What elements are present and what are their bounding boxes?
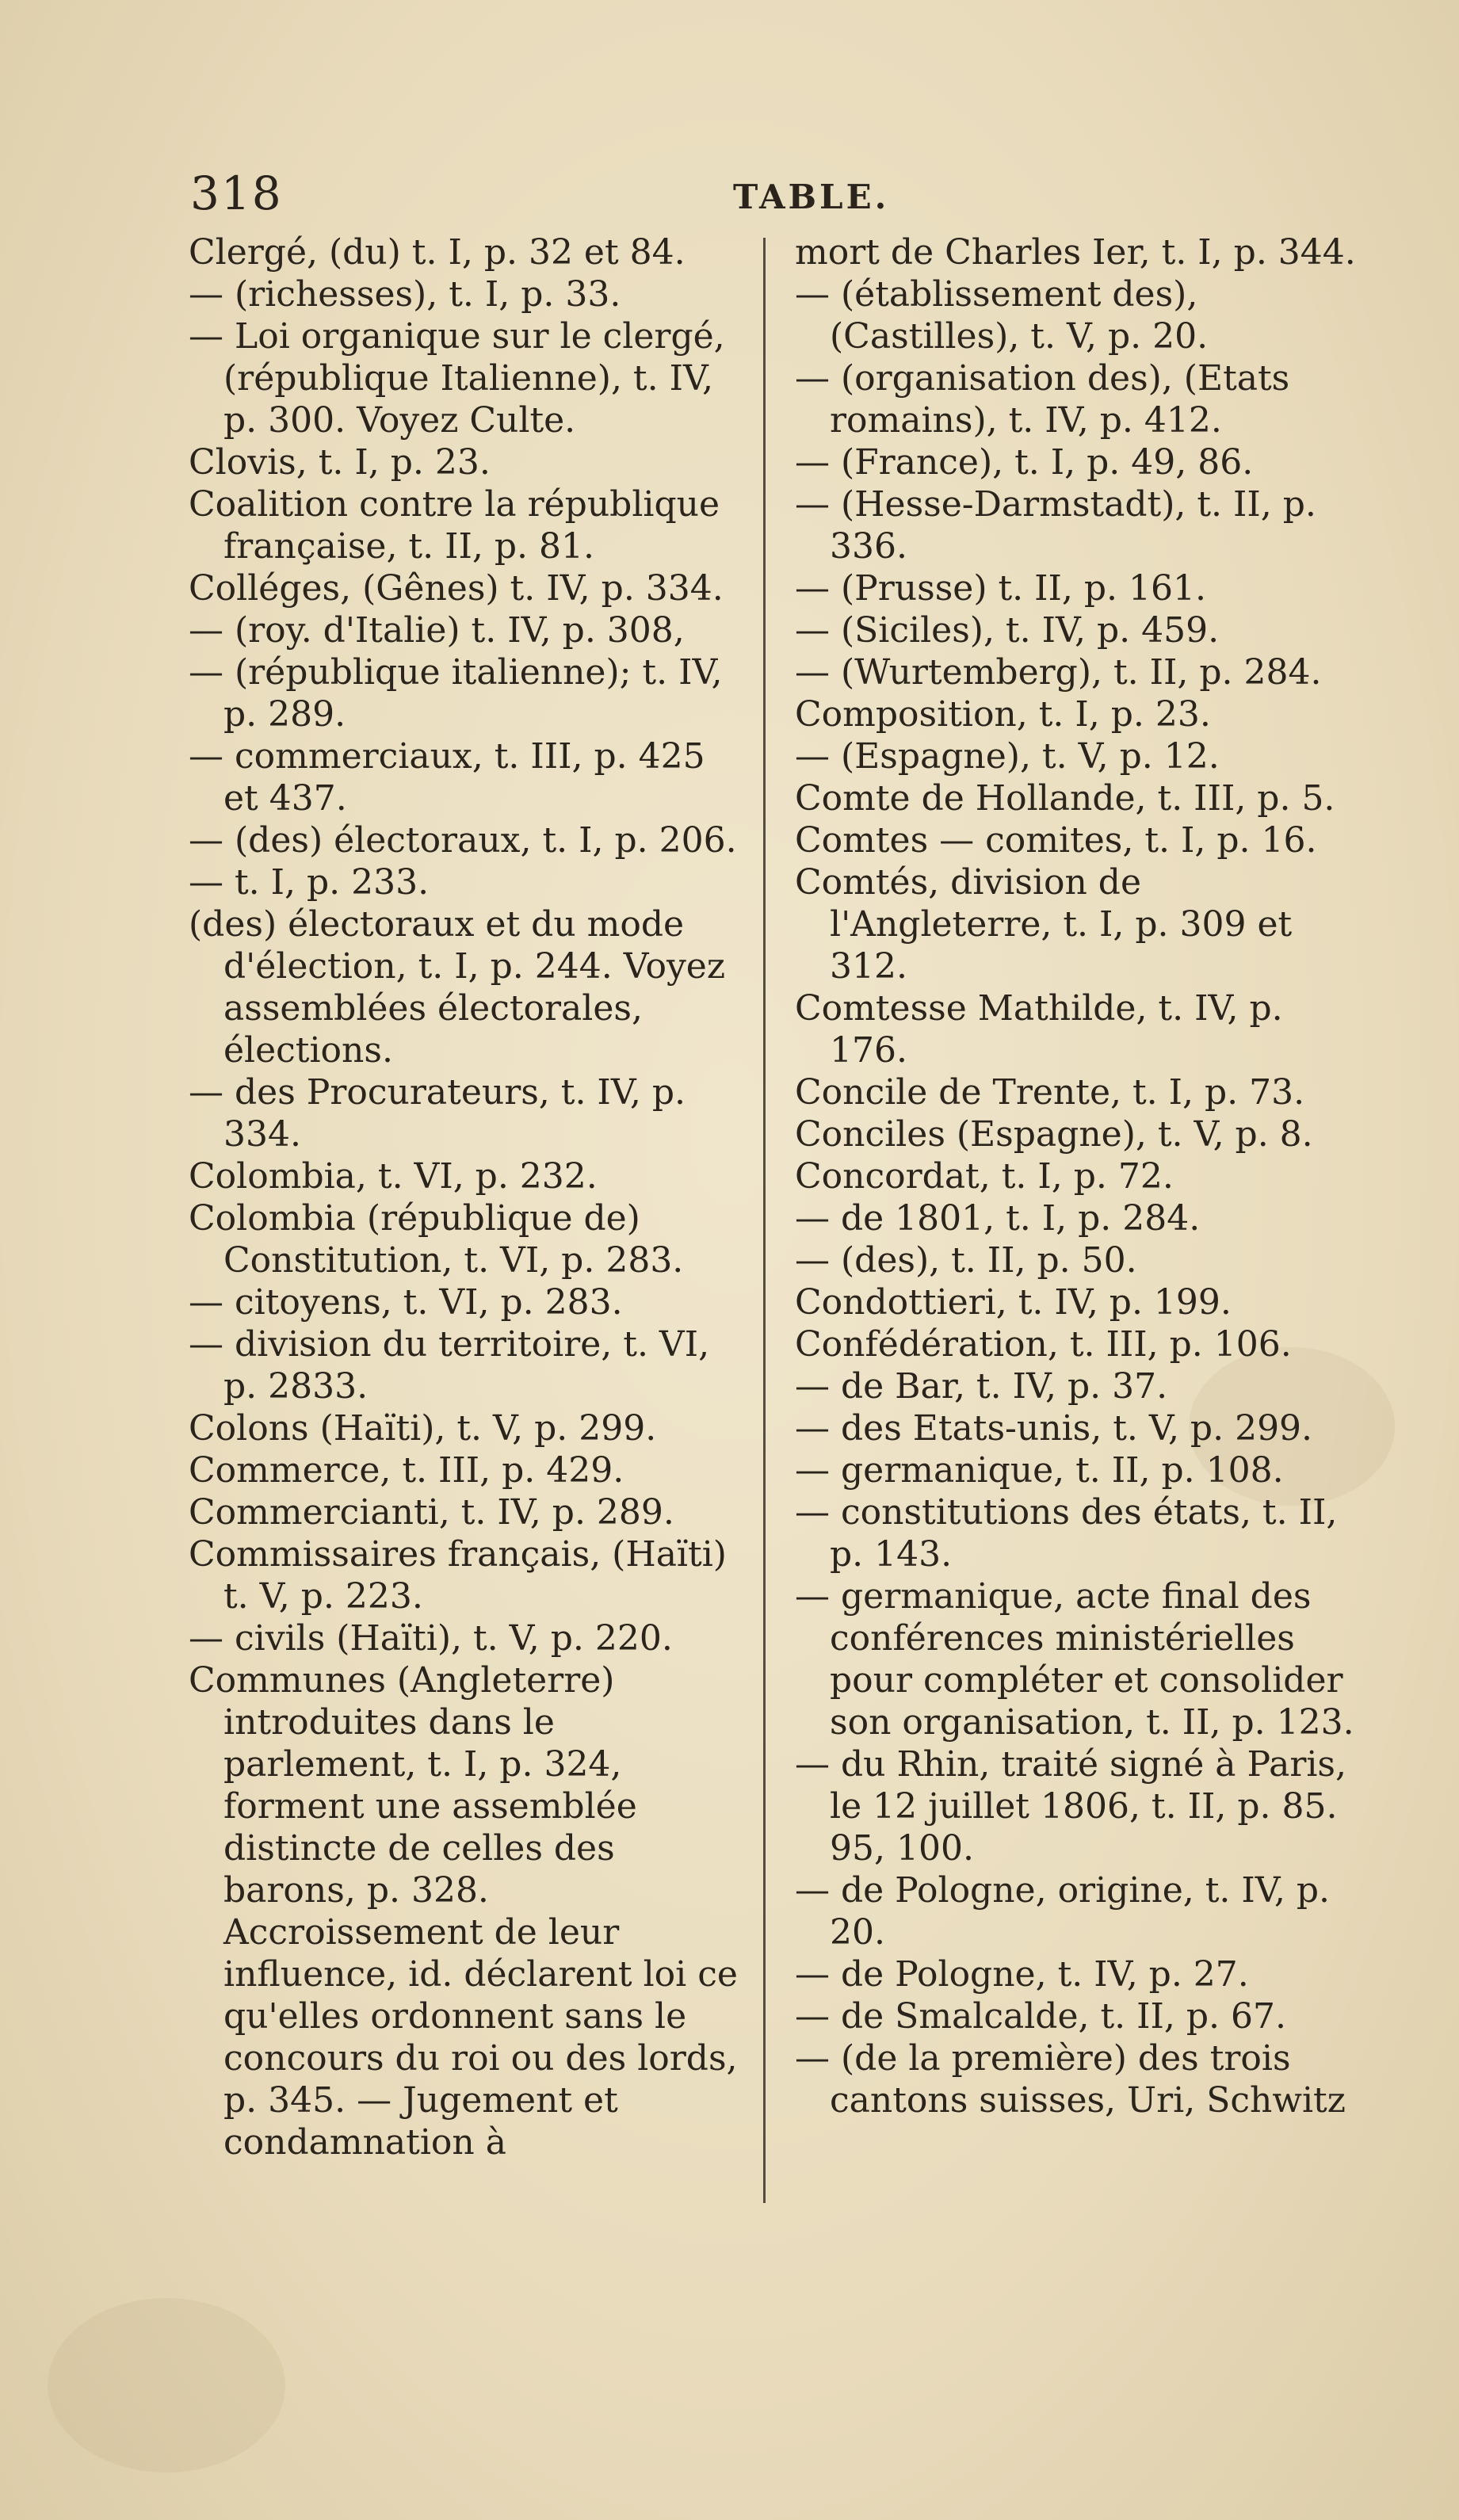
index-entry: Colombia, t. VI, p. 232. (189, 1156, 598, 1197)
column-divider (763, 238, 766, 2203)
index-entry: Concile de Trente, t. I, p. 73. (795, 1072, 1305, 1113)
index-entry: Commercianti, t. IV, p. 289. (189, 1492, 674, 1533)
index-entry: Comte de Hollande, t. III, p. 5. (795, 778, 1335, 819)
index-entry: Comtés, division de l'Angleterre, t. I, p. 309 et 312. (795, 862, 1293, 987)
index-entry: Conciles (Espagne), t. V, p. 8. (795, 1114, 1313, 1155)
page-header (190, 166, 1316, 230)
index-entry: Coalition contre la république française, t. II, p. 81. (189, 484, 720, 567)
index-entry: — (Wurtemberg), t. II, p. 284. (795, 652, 1322, 693)
index-entry: — t. I, p. 233. (189, 862, 430, 903)
index-entry: — du Rhin, traité signé à Paris, le 12 juillet 1806, t. II, p. 85. 95, 100. (795, 1744, 1346, 1869)
index-entry: Condottieri, t. IV, p. 199. (795, 1282, 1232, 1323)
index-entry: — civils (Haïti), t. V, p. 220. (189, 1618, 673, 1659)
index-entry: — de Smalcalde, t. II, p. 67. (795, 1996, 1286, 2037)
index-entry: Confédération, t. III, p. 106. (795, 1324, 1292, 1365)
index-entry: Comtesse Mathilde, t. IV, p. 176. (795, 988, 1283, 1071)
index-entry: Composition, t. I, p. 23. (795, 694, 1211, 735)
index-entry: Colombia (république de) Constitution, t. VI, p. 283. (189, 1198, 684, 1281)
index-entry: — (des), t. II, p. 50. (795, 1240, 1137, 1281)
index-entry: — citoyens, t. VI, p. 283. (189, 1282, 623, 1323)
index-entry: — (Hesse-Darmstadt), t. II, p. 336. (795, 484, 1316, 567)
index-entry: — de 1801, t. I, p. 284. (795, 1198, 1201, 1239)
index-entry: Colons (Haïti), t. V, p. 299. (189, 1408, 657, 1449)
index-entry: — (roy. d'Italie) t. IV, p. 308, (189, 610, 685, 651)
index-entry: — germanique, t. II, p. 108. (795, 1450, 1284, 1491)
index-entry: — (richesses), t. I, p. 33. (189, 274, 621, 315)
index-entry: — (république italienne); t. IV, p. 289. (189, 652, 723, 735)
index-entry: Clergé, (du) t. I, p. 32 et 84. (189, 232, 686, 273)
index-entry: Communes (Angleterre) introduites dans le parlement, t. I, p. 324, forment une assemblée distincte de celles des barons, p. 328. Accroissement de leur influence, id. déclarent loi ce qu'elles ordonnent sans le concours du roi ou des lords, p. 345. — Jugement et condamnation à (189, 1660, 738, 2163)
index-entry: Clovis, t. I, p. 23. (189, 442, 491, 483)
index-entry: — Loi organique sur le clergé, (république Italienne), t. IV, p. 300. Voyez Culte. (189, 316, 725, 441)
index-entry: — (des) électoraux, t. I, p. 206. (189, 820, 737, 861)
index-entry: — commerciaux, t. III, p. 425 et 437. (189, 736, 705, 819)
index-entry: — (Prusse) t. II, p. 161. (795, 568, 1206, 609)
left-index-column (189, 231, 743, 2163)
index-entry: Comtes — comites, t. I, p. 16. (795, 820, 1317, 861)
index-entry: — constitutions des états, t. II, p. 143. (795, 1492, 1338, 1575)
page-number: 318 (190, 166, 283, 220)
index-entry: (des) électoraux et du mode d'élection, t. I, p. 244. Voyez assemblées électorales, élections. (189, 904, 726, 1071)
index-entry: — (établissement des), (Castilles), t. V, p. 20. (795, 274, 1209, 357)
index-entry: Concordat, t. I, p. 72. (795, 1156, 1174, 1197)
index-entry: — (de la première) des trois cantons suisses, Uri, Schwitz (795, 2038, 1346, 2121)
index-entry: — des Etats-unis, t. V, p. 299. (795, 1408, 1313, 1449)
index-entry: — (Espagne), t. V, p. 12. (795, 736, 1220, 777)
index-entry: Commissaires français, (Haïti) t. V, p. 223. (189, 1534, 727, 1617)
index-entry: — (organisation des), (Etats romains), t. IV, p. 412. (795, 358, 1290, 441)
index-entry: — (France), t. I, p. 49, 86. (795, 442, 1254, 483)
index-entry: — des Procurateurs, t. IV, p. 334. (189, 1072, 686, 1155)
index-entry: Colléges, (Gênes) t. IV, p. 334. (189, 568, 724, 609)
index-entry: — (Siciles), t. IV, p. 459. (795, 610, 1220, 651)
index-entry: — de Pologne, t. IV, p. 27. (795, 1954, 1249, 1995)
index-entry: Commerce, t. III, p. 429. (189, 1450, 624, 1491)
running-title: TABLE. (733, 178, 890, 216)
paper-stain (48, 2298, 285, 2472)
index-entry: — de Pologne, origine, t. IV, p. 20. (795, 1870, 1330, 1953)
index-entry: mort de Charles Ier, t. I, p. 344. (795, 232, 1356, 273)
right-index-column (795, 231, 1358, 2121)
index-entry: — division du territoire, t. VI, p. 2833. (189, 1324, 710, 1407)
index-entry: — de Bar, t. IV, p. 37. (795, 1366, 1168, 1407)
index-entry: — germanique, acte final des conférences ministérielles pour compléter et consolider son organisation, t. II, p. 123. (795, 1576, 1354, 1743)
